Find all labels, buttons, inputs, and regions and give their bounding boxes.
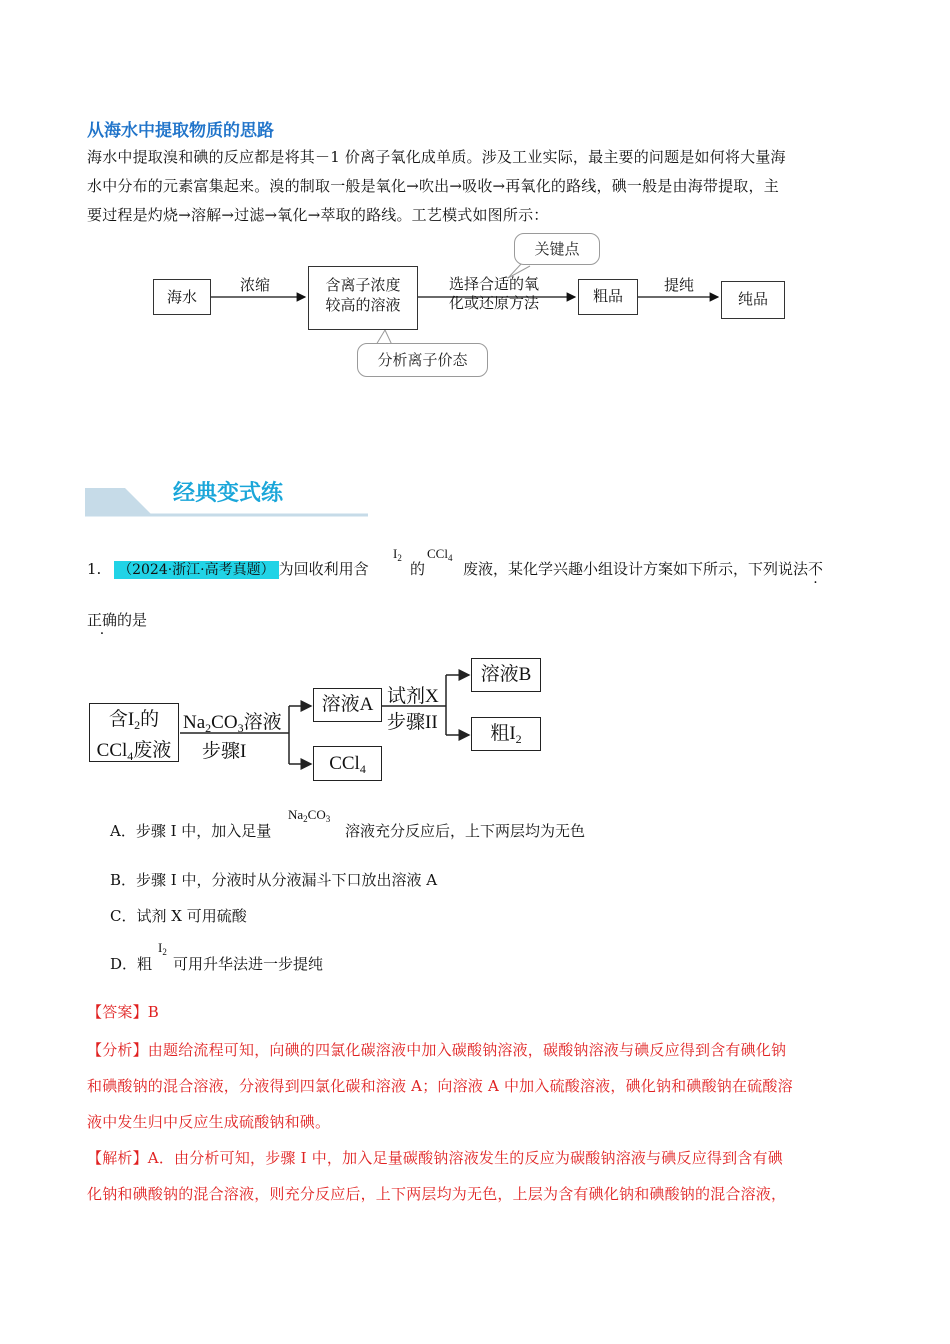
analysis-line-3: 液中发生归中反应生成硫酸钠和碘。 xyxy=(87,1113,331,1131)
option-d-formula xyxy=(158,940,167,957)
box-crude: 粗品 xyxy=(578,279,638,315)
option-d-prefix: D．粗 xyxy=(110,955,153,973)
stem-de: 的 xyxy=(410,560,426,578)
crude-iodine-text: 粗I xyxy=(490,723,516,744)
waste-l1-b: 的 xyxy=(140,709,160,730)
callout-analyze-valence: 分析离子价态 xyxy=(357,343,488,377)
stem-formula-ccl4 xyxy=(427,546,452,563)
option-b: B．步骤 I 中，分液时从分液漏斗下口放出溶液 A xyxy=(110,871,438,889)
intro-line-2: 水中分布的元素富集起来。溴的制取一般是氧化→吹出→吸收→再氧化的路线，碘一般是由海带提取，主 xyxy=(87,177,779,195)
option-a-prefix: A．步骤 I 中，加入足量 xyxy=(110,822,272,840)
stem-text-before: 为回收利用含 xyxy=(278,560,369,578)
label-step2: 步骤II xyxy=(387,712,438,733)
question-number: 1. xyxy=(87,560,102,578)
answer-line: 【答案】B xyxy=(87,1003,160,1021)
option-d-suffix: 可用升华法进一步提纯 xyxy=(173,955,324,973)
analysis-block xyxy=(87,1032,877,1212)
option-a-formula xyxy=(288,807,330,824)
opt-d-i: I xyxy=(158,940,163,955)
box-crude-iodine xyxy=(471,717,541,751)
waste-l1-a: 含I xyxy=(108,709,135,730)
opt-a-sub1: 2 xyxy=(303,814,308,824)
i2-subscript: 2 xyxy=(397,553,402,563)
waste-line-1 xyxy=(90,707,178,738)
explain-line-1: 【解析】A．由分析可知，步骤 I 中，加入足量碳酸钠溶液发生的反应为碳酸钠溶液与碘反应得到含有碘 xyxy=(87,1149,783,1167)
box-ccl4-subscript: 4 xyxy=(359,762,366,776)
source-tag: （2024·浙江·高考真题） xyxy=(114,561,279,579)
solution-word: 溶液 xyxy=(243,712,282,733)
stem-formula-i2 xyxy=(393,546,402,563)
label-concentrate: 浓缩 xyxy=(240,276,271,294)
waste-l2-b: 废液 xyxy=(133,740,172,761)
box-pure: 纯品 xyxy=(721,281,785,319)
label-purify: 提纯 xyxy=(664,276,695,294)
opt-a-co: CO xyxy=(307,807,326,822)
box-ccl4-symbol: CCl xyxy=(329,753,360,774)
na-symbol: Na xyxy=(183,712,206,733)
analysis-line-1: 【分析】由题给流程可知，向碘的四氯化碳溶液中加入碳酸钠溶液，碳酸钠溶液与碘反应得到含有碘化钠 xyxy=(87,1041,787,1059)
section-title: 从海水中提取物质的思路 xyxy=(87,121,274,141)
box-solution-line-1: 含离子浓度 xyxy=(325,276,401,294)
box-solution-line-2: 较高的溶液 xyxy=(325,296,401,314)
co-subscript: 3 xyxy=(237,721,244,735)
waste-l2-a: CCl xyxy=(96,740,128,761)
option-c: C．试剂 X 可用硫酸 xyxy=(110,907,247,925)
crude-iodine-subscript: 2 xyxy=(515,732,522,746)
question-stem-line-1 xyxy=(87,558,369,579)
label-method-line-2: 化或还原方法 xyxy=(449,294,540,312)
flow-arrows xyxy=(0,0,950,400)
co-symbol: CO xyxy=(211,712,238,733)
label-step1: 步骤I xyxy=(202,741,247,762)
stem-after-text: 废液，某化学兴趣小组设计方案如下所示，下列说法 xyxy=(463,560,809,578)
intro-line-3: 要过程是灼烧→溶解→过滤→氧化→萃取的路线。工艺模式如图所示： xyxy=(87,206,549,224)
ccl4-subscript: 4 xyxy=(447,553,453,563)
waste-l2-sub: 4 xyxy=(127,749,134,763)
box-seawater: 海水 xyxy=(153,279,211,315)
box-waste-liquid xyxy=(89,703,179,762)
stem-text-after xyxy=(463,558,823,579)
label-method xyxy=(449,275,539,313)
opt-d-sub: 2 xyxy=(162,947,167,957)
option-a-suffix: 溶液充分反应后，上下两层均为无色 xyxy=(345,822,586,840)
callout-key-point: 关键点 xyxy=(514,233,600,265)
box-solution-b: 溶液B xyxy=(471,658,541,692)
label-reagent-x: 试剂X xyxy=(387,686,439,707)
label-method-line-1: 选择合适的氧 xyxy=(449,275,540,293)
box-solution-a: 溶液A xyxy=(313,688,382,722)
waste-l1-sub: 2 xyxy=(134,718,141,732)
emphasis-not: 不 xyxy=(808,560,824,578)
intro-line-1: 海水中提取溴和碘的反应都是将其－1 价离子氧化成单质。涉及工业实际，最主要的问题是如何将大量海 xyxy=(87,148,786,166)
box-concentrated-solution xyxy=(308,266,418,330)
ccl4-symbol: CCl xyxy=(427,546,448,561)
emphasis-correct: 正确 xyxy=(87,611,118,629)
banner-title: 经典变式练 xyxy=(173,481,284,506)
box-ccl4 xyxy=(313,746,382,781)
stem-line2-rest: 的是 xyxy=(117,611,148,629)
explain-line-2: 化钠和碘酸钠的混合溶液，则充分反应后，上下两层均为无色，上层为含有碘化钠和碘酸钠的混合溶液， xyxy=(87,1185,787,1203)
na-subscript: 2 xyxy=(205,721,212,735)
waste-line-2 xyxy=(90,738,178,769)
opt-a-na: Na xyxy=(288,807,304,822)
label-step1-reagent xyxy=(183,707,282,736)
i2-symbol: I xyxy=(393,546,398,561)
opt-a-sub2: 3 xyxy=(325,814,331,824)
answer-section xyxy=(87,998,877,1212)
analysis-line-2: 和碘酸钠的混合溶液，分液得到四氯化碳和溶液 A；向溶液 A 中加入硫酸溶液，碘化钠和碘酸钠在硫酸溶 xyxy=(87,1077,793,1095)
question-stem-line-2 xyxy=(87,609,147,630)
